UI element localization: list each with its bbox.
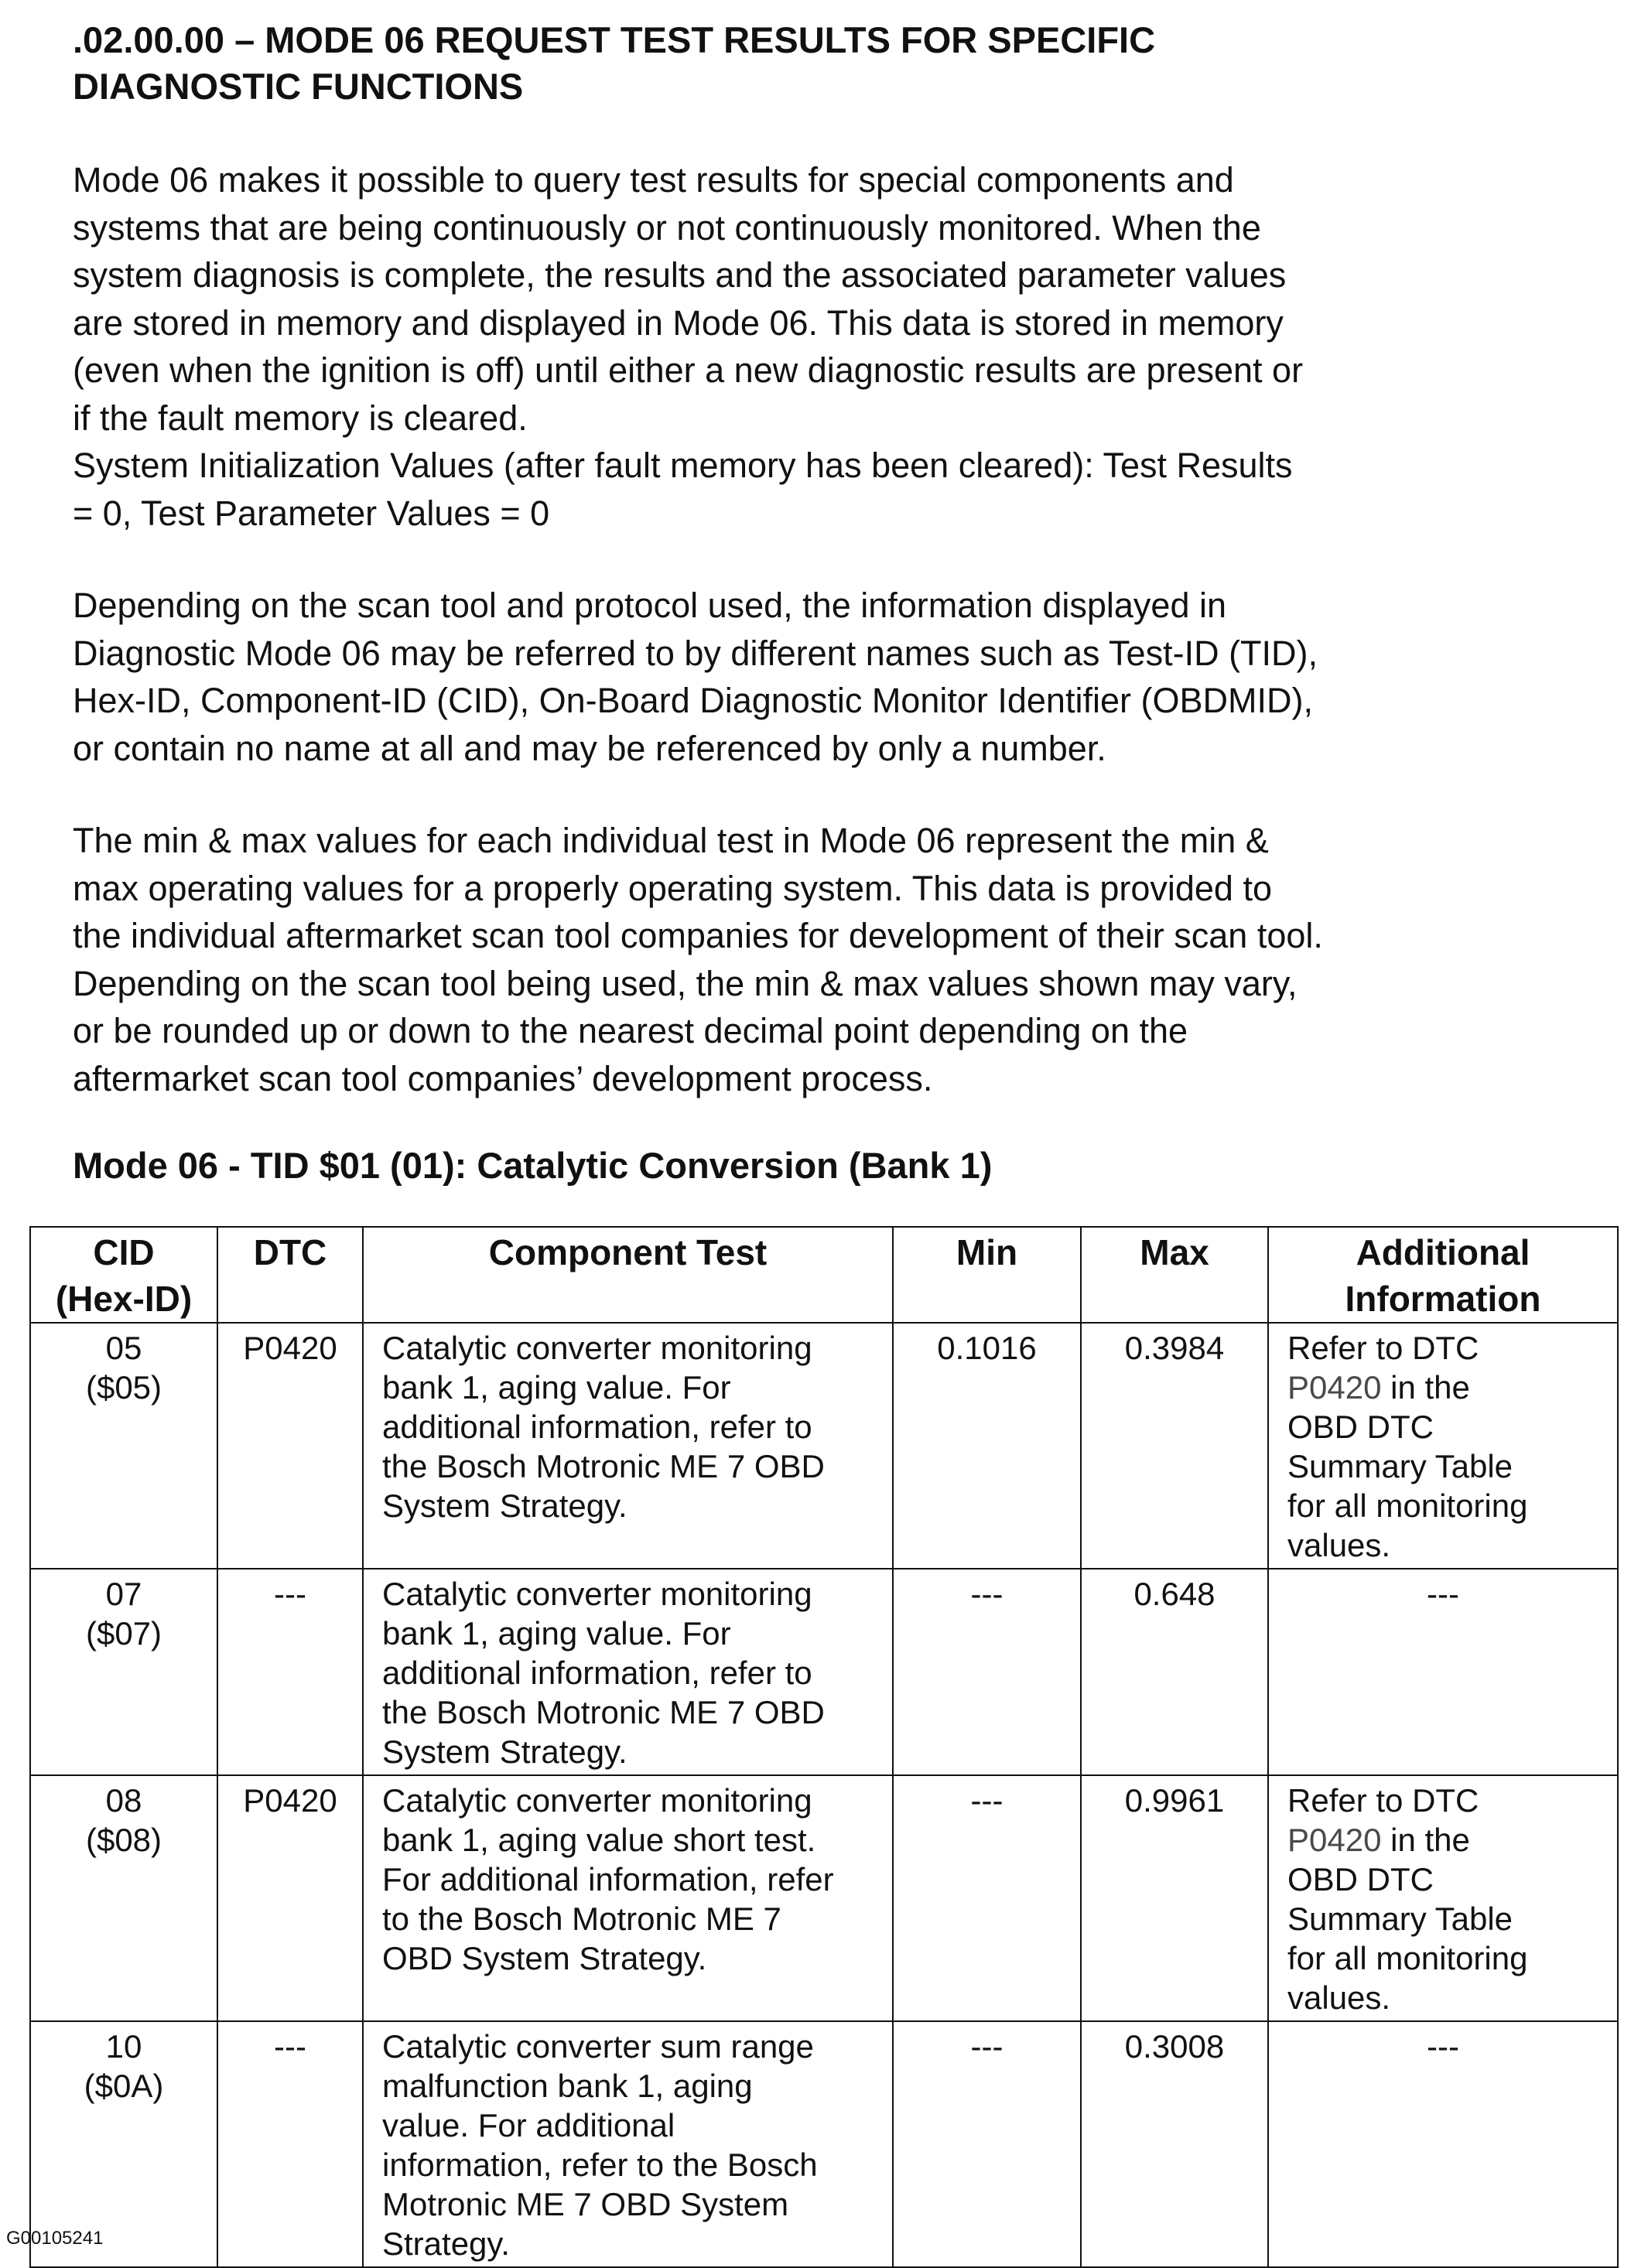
cell-max: 0.648 (1081, 1569, 1268, 1775)
cell-dtc: --- (217, 2021, 363, 2267)
text-line: the Bosch Motronic ME 7 OBD (382, 1694, 825, 1730)
mode06-table (29, 1226, 1619, 2268)
cell-cid (30, 1775, 217, 2021)
header-dtc: DTC (217, 1227, 363, 1323)
text-line: Summary Table (1287, 1901, 1513, 1937)
cid-value: 05 (105, 1330, 142, 1366)
text-line: Refer to DTC (1287, 1782, 1479, 1819)
cell-dtc: P0420 (217, 1323, 363, 1569)
table-row (30, 1775, 1618, 2021)
text-line: for all monitoring (1287, 1488, 1528, 1524)
cell-component-test (363, 1569, 893, 1775)
section-heading (73, 17, 1612, 110)
cell-additional-info: --- (1268, 1569, 1618, 1775)
text-line: bank 1, aging value. For (382, 1369, 731, 1406)
dtc-reference-link[interactable]: P0420 (1287, 1822, 1382, 1858)
hex-id-value: ($0A) (84, 2068, 164, 2104)
text-line: are stored in memory and displayed in Mode 06. This data is stored in memory (73, 302, 1284, 343)
hex-id-value: ($07) (85, 1615, 162, 1651)
text-line: Diagnostic Mode 06 may be referred to by different names such as Test-ID (TID), (73, 633, 1318, 673)
cell-min: 0.1016 (893, 1323, 1081, 1569)
text-line: (even when the ignition is off) until either a new diagnostic results are present or (73, 350, 1304, 390)
text-line: values. (1287, 1527, 1391, 1563)
text-line: The min & max values for each individual test in Mode 06 represent the min & (73, 821, 1269, 860)
text-line: System Initialization Values (after fault memory has been cleared): Test Results (73, 446, 1293, 485)
text-line: Catalytic converter monitoring (382, 1782, 812, 1819)
cell-max: 0.9961 (1081, 1775, 1268, 2021)
text-line: Mode 06 makes it possible to query test results for special components and (73, 160, 1234, 200)
text-line: System Strategy. (382, 1733, 627, 1770)
header-cid (30, 1227, 217, 1323)
cell-max: 0.3984 (1081, 1323, 1268, 1569)
dtc-reference-link[interactable]: P0420 (1287, 1369, 1382, 1406)
cell-min: --- (893, 1569, 1081, 1775)
text-line: systems that are being continuously or not continuously monitored. When the (73, 207, 1261, 248)
text-line: OBD DTC (1287, 1861, 1434, 1897)
heading-line-2: DIAGNOSTIC FUNCTIONS (73, 66, 524, 107)
cid-value: 10 (105, 2028, 142, 2065)
text-line: System Strategy. (382, 1488, 627, 1524)
header-info-line: Information (1345, 1279, 1541, 1319)
text-line: OBD DTC (1287, 1409, 1434, 1445)
text-line: Catalytic converter sum range (382, 2028, 814, 2065)
text-line: malfunction bank 1, aging (382, 2068, 753, 2104)
text-line: = 0, Test Parameter Values = 0 (73, 493, 550, 533)
hex-id-value: ($05) (85, 1369, 162, 1406)
cell-additional-info: --- (1268, 2021, 1618, 2267)
cell-component-test (363, 1775, 893, 2021)
text-line: bank 1, aging value. For (382, 1615, 731, 1651)
cell-max: 0.3008 (1081, 2021, 1268, 2267)
paragraph-naming (73, 582, 1612, 772)
cell-dtc: --- (217, 1569, 363, 1775)
text-line: for all monitoring (1287, 1940, 1528, 1976)
text-line: Hex-ID, Component-ID (CID), On-Board Diagnostic Monitor Identifier (OBDMID), (73, 681, 1313, 720)
cell-cid (30, 1323, 217, 1569)
cell-min: --- (893, 1775, 1081, 2021)
text-line: Depending on the scan tool and protocol used, the information displayed in (73, 586, 1226, 625)
heading-line-1: .02.00.00 – MODE 06 REQUEST TEST RESULTS FOR SPECIFIC (73, 19, 1156, 60)
table-title: Mode 06 - TID $01 (01): Catalytic Conversion (Bank 1) (73, 1145, 993, 1186)
figure-code: G00105241 (6, 2228, 104, 2249)
header-additional-info (1268, 1227, 1618, 1323)
text-line: additional information, refer to (382, 1655, 812, 1691)
cid-value: 07 (105, 1576, 142, 1612)
cell-additional-info (1268, 1775, 1618, 2021)
text-line: Catalytic converter monitoring (382, 1330, 812, 1366)
cell-component-test (363, 1323, 893, 1569)
text-line: Refer to DTC (1287, 1330, 1479, 1366)
text-fragment: in the (1381, 1822, 1470, 1858)
cell-component-test (363, 2021, 893, 2267)
table-row (30, 1569, 1618, 1775)
text-line: the Bosch Motronic ME 7 OBD (382, 1448, 825, 1484)
header-max: Max (1081, 1227, 1268, 1323)
text-line: value. For additional (382, 2107, 675, 2143)
header-cid-line: CID (93, 1232, 155, 1272)
text-line: OBD System Strategy. (382, 1940, 707, 1976)
text-line: values. (1287, 1979, 1391, 2016)
text-line: Motronic ME 7 OBD System (382, 2186, 789, 2222)
text-line: Summary Table (1287, 1448, 1513, 1484)
text-line: additional information, refer to (382, 1409, 812, 1445)
table-row (30, 2021, 1618, 2267)
text-line: Strategy. (382, 2225, 510, 2262)
cid-value: 08 (105, 1782, 142, 1819)
text-line: if the fault memory is cleared. (73, 398, 528, 438)
header-component-test: Component Test (363, 1227, 893, 1323)
cell-cid (30, 1569, 217, 1775)
document-page (73, 17, 1612, 1102)
cell-dtc: P0420 (217, 1775, 363, 2021)
cell-min: --- (893, 2021, 1081, 2267)
header-info-line: Additional (1356, 1232, 1530, 1272)
text-line: max operating values for a properly operating system. This data is provided to (73, 868, 1272, 908)
cell-additional-info (1268, 1323, 1618, 1569)
table-row (30, 1323, 1618, 1569)
text-line: or be rounded up or down to the nearest decimal point depending on the (73, 1011, 1188, 1050)
text-line: to the Bosch Motronic ME 7 (382, 1901, 781, 1937)
text-fragment: in the (1381, 1369, 1470, 1406)
text-line: information, refer to the Bosch (382, 2147, 818, 2183)
text-line: Depending on the scan tool being used, the min & max values shown may vary, (73, 963, 1298, 1003)
table-header-row (30, 1227, 1618, 1323)
text-line: system diagnosis is complete, the results and the associated parameter values (73, 255, 1287, 295)
text-line: aftermarket scan tool companies’ development process. (73, 1058, 933, 1098)
text-line: the individual aftermarket scan tool companies for development of their scan tool. (73, 916, 1323, 955)
text-line: or contain no name at all and may be referenced by only a number. (73, 728, 1106, 768)
paragraph-min-max (73, 817, 1612, 1102)
paragraph-mode06-overview (73, 156, 1612, 537)
text-line: For additional information, refer (382, 1861, 834, 1897)
header-min: Min (893, 1227, 1081, 1323)
text-line: bank 1, aging value short test. (382, 1822, 816, 1858)
header-cid-hex-line: (Hex-ID) (55, 1279, 193, 1319)
text-line: Catalytic converter monitoring (382, 1576, 812, 1612)
hex-id-value: ($08) (85, 1822, 162, 1858)
